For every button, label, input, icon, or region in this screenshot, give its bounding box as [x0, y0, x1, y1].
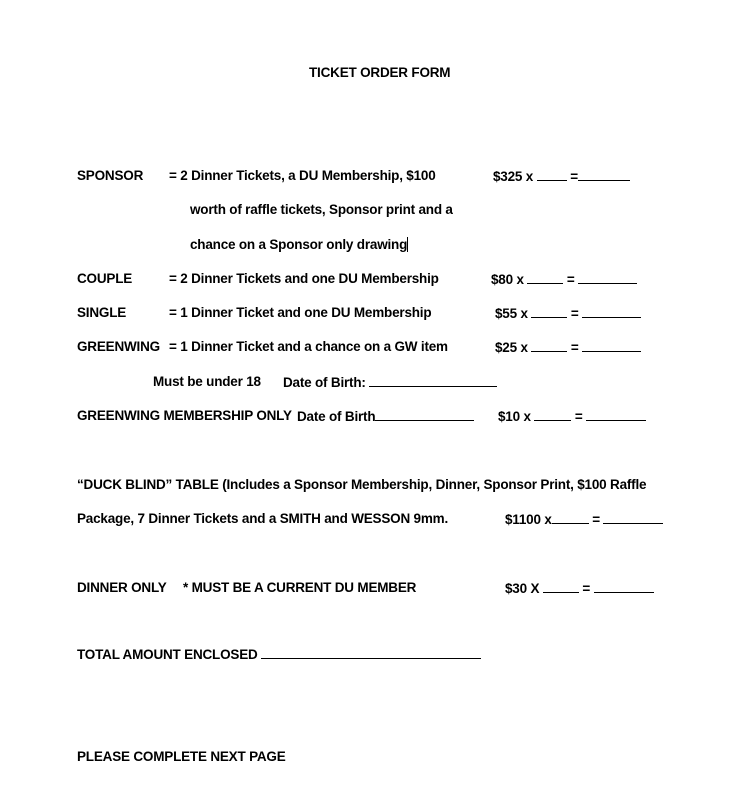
dinner-only-order: [505, 580, 654, 597]
single-label: SINGLE: [77, 305, 127, 320]
page-title: TICKET ORDER FORM: [309, 65, 451, 80]
single-qty-field[interactable]: [531, 305, 567, 318]
dinner-only-price: $30 X: [505, 581, 540, 596]
sponsor-label: SPONSOR: [77, 168, 144, 183]
couple-desc: = 2 Dinner Tickets and one DU Membership: [169, 271, 439, 286]
sponsor-desc-line1: = 2 Dinner Tickets, a DU Membership, $100: [169, 168, 436, 183]
single-amount-field[interactable]: [582, 305, 641, 318]
duck-blind-line1: “DUCK BLIND” TABLE (Includes a Sponsor Membership, Dinner, Sponsor Print, $100 Raffle: [77, 477, 647, 492]
single-desc: = 1 Dinner Ticket and one DU Membership: [169, 305, 432, 320]
couple-qty-field[interactable]: [527, 271, 563, 284]
sponsor-desc-line3: chance on a Sponsor only drawing: [190, 237, 408, 252]
couple-label: COUPLE: [77, 271, 133, 286]
greenwing-order: [495, 339, 641, 356]
greenwing-membership-dob-field[interactable]: [375, 408, 474, 421]
couple-equals: =: [566, 272, 575, 287]
greenwing-equals: =: [570, 340, 579, 355]
greenwing-membership-dob-label: Date of Birth: [297, 409, 376, 424]
greenwing-dob-label: Date of Birth:: [283, 375, 366, 390]
dinner-only-note: * MUST BE A CURRENT DU MEMBER: [183, 580, 417, 595]
sponsor-qty-field[interactable]: [537, 168, 567, 181]
greenwing-price: $25 x: [495, 340, 528, 355]
duck-blind-equals: =: [592, 512, 600, 527]
sponsor-amount-field[interactable]: [578, 168, 630, 181]
greenwing-membership-equals: =: [574, 409, 583, 424]
greenwing-membership-qty-field[interactable]: [534, 408, 571, 421]
dinner-only-qty-field[interactable]: [543, 580, 579, 593]
total-label: TOTAL AMOUNT ENCLOSED: [77, 647, 258, 662]
greenwing-dob: [283, 374, 497, 391]
footer-note: PLEASE COMPLETE NEXT PAGE: [77, 749, 286, 764]
greenwing-membership-amount-field[interactable]: [586, 408, 646, 421]
sponsor-desc-line3-wrap: [190, 237, 408, 253]
duck-blind-order: [505, 511, 663, 528]
greenwing-qty-field[interactable]: [531, 339, 567, 352]
duck-blind-line2: Package, 7 Dinner Tickets and a SMITH and WESSON 9mm.: [77, 511, 449, 526]
greenwing-age-note: Must be under 18: [153, 374, 261, 389]
dinner-only-label: DINNER ONLY: [77, 580, 167, 595]
single-equals: =: [570, 306, 579, 321]
dinner-only-equals: =: [582, 581, 591, 596]
couple-amount-field[interactable]: [578, 271, 637, 284]
total-row: [77, 646, 481, 663]
sponsor-price: $325 x: [493, 169, 534, 184]
greenwing-desc: = 1 Dinner Ticket and a chance on a GW item: [169, 339, 448, 354]
duck-blind-amount-field[interactable]: [603, 511, 663, 524]
greenwing-membership-label: GREENWING MEMBERSHIP ONLY: [77, 408, 292, 423]
couple-order: [491, 271, 637, 288]
dinner-only-amount-field[interactable]: [594, 580, 654, 593]
greenwing-membership-price: $10 x: [498, 409, 531, 424]
couple-price: $80 x: [491, 272, 524, 287]
single-order: [495, 305, 641, 322]
sponsor-desc-line2: worth of raffle tickets, Sponsor print and a: [190, 202, 453, 217]
sponsor-order: [493, 168, 630, 185]
text-cursor: [407, 237, 408, 252]
greenwing-label: GREENWING: [77, 339, 160, 354]
sponsor-equals: =: [570, 169, 578, 184]
duck-blind-price: $1100 x: [505, 512, 552, 527]
greenwing-membership-dob: [297, 408, 474, 425]
duck-blind-qty-field[interactable]: [552, 511, 589, 524]
greenwing-dob-field[interactable]: [369, 374, 497, 387]
greenwing-amount-field[interactable]: [582, 339, 641, 352]
total-amount-field[interactable]: [261, 646, 481, 659]
single-price: $55 x: [495, 306, 528, 321]
greenwing-membership-order: [498, 408, 646, 425]
